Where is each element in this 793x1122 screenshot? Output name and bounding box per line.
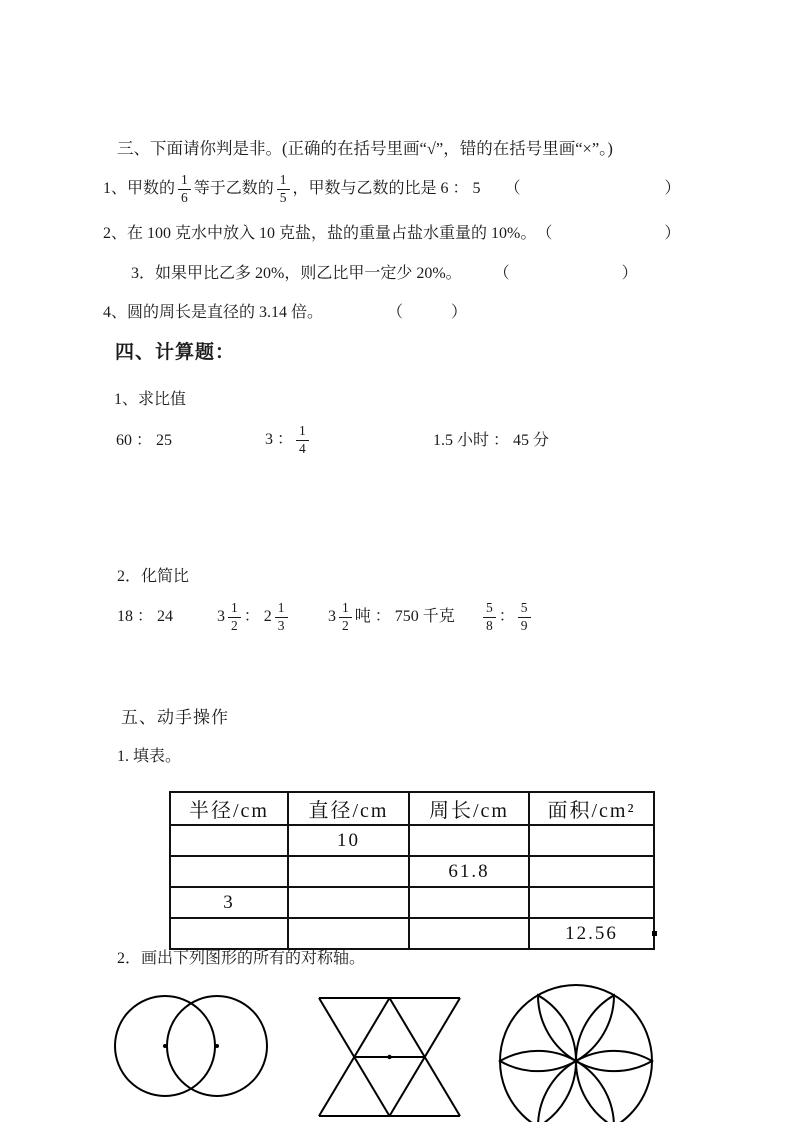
section5-item2-label: 2．画出下列图形的所有的对称轴。 (117, 950, 366, 967)
table-cell (409, 918, 529, 949)
table-cell (529, 825, 654, 856)
ratio-expression-tons-kilograms (328, 592, 455, 642)
ratio-expression-3-quarter (265, 417, 312, 463)
table-cell: 61.8 (409, 856, 529, 887)
q1-text-pre: 1、甲数的 (103, 180, 176, 197)
question-3: 3．如果甲比乙多 20%，则乙比甲一定少 20%。 （ ） (131, 265, 638, 282)
expr2c-int: 3 (328, 608, 336, 625)
fraction-1-4: $\frac{1}{4}$ (296, 424, 309, 457)
fraction-1-2b: $\frac{1}{2}$ (339, 601, 352, 634)
table-cell (288, 887, 409, 918)
table-cell: 3 (170, 887, 288, 918)
table-cell (170, 825, 288, 856)
table-cell (170, 918, 288, 949)
question-2: 2、在 100 克水中放入 10 克盐，盐的重量占盐水重量的 10%。 （ ） (103, 225, 681, 242)
table-cell (409, 825, 529, 856)
table-cell (529, 887, 654, 918)
six-petal-rosette-figure (498, 983, 656, 1122)
ratio-expression-mixed-numbers (217, 592, 291, 642)
question-1 (103, 168, 681, 210)
section5-item1-label: 1. 填表。 (117, 748, 182, 765)
fraction-1-6: $\frac{1}{6}$ (178, 173, 191, 206)
table-cell: 10 (288, 825, 409, 856)
ratio-expression-60-25: 60 ： 25 (116, 432, 173, 449)
ratio-expression-fifth-eighths-ninths (480, 592, 534, 642)
fraction-1-5: $\frac{1}{5}$ (277, 173, 290, 206)
column-header-area: 面积/cm² (529, 792, 654, 825)
question-4: 4、圆的周长是直径的 3.14 倍。 （ ） (103, 304, 468, 321)
table-row (170, 856, 654, 887)
expr2d-colon: ： (498, 608, 515, 625)
q1-text-mid: 等于乙数的 (193, 180, 274, 197)
section4-item1-label: 1、求比值 (114, 391, 187, 408)
column-header-radius: 半径/cm (170, 792, 288, 825)
table-row (170, 887, 654, 918)
expr1b-pre: 3 ： (265, 431, 294, 448)
table-row (170, 825, 654, 856)
section5-heading: 五、动手操作 (121, 708, 229, 727)
section4-heading: 四、计算题： (115, 342, 236, 363)
table-cell (170, 856, 288, 887)
expr2b-mid: ： 2 (243, 608, 272, 625)
column-header-circumference: 周长/cm (409, 792, 529, 825)
fraction-5-9: $\frac{5}{9}$ (518, 601, 531, 634)
table-cell (409, 887, 529, 918)
table-cell (288, 856, 409, 887)
circle-measurements-table (169, 791, 655, 950)
fraction-5-8: $\frac{5}{8}$ (483, 601, 496, 634)
expr2c-post: 吨 ： 750 千克 (354, 608, 455, 625)
table-corner-dot (652, 931, 657, 936)
expr2b-int1: 3 (217, 608, 225, 625)
section3-heading: 三、下面请你判是非。(正确的在括号里画“√”，错的在括号里画“×”。) (117, 139, 613, 158)
ratio-expression-18-24: 18 ： 24 (117, 608, 174, 625)
table-row (170, 918, 654, 949)
column-header-diameter: 直径/cm (288, 792, 409, 825)
table-cell (288, 918, 409, 949)
ratio-expression-hours-minutes: 1.5 小时 ： 45 分 (433, 432, 550, 449)
two-overlapping-circles-figure (112, 994, 272, 1100)
fraction-1-2: $\frac{1}{2}$ (228, 601, 241, 634)
overlapping-triangles-figure (317, 996, 463, 1119)
q1-text-post: ，甲数与乙数的比是 6 ： 5 （ ） (292, 180, 681, 197)
table-header-row (170, 792, 654, 825)
table-cell: 12.56 (529, 918, 654, 949)
section4-item2-label: 2．化简比 (117, 568, 190, 585)
table-cell (529, 856, 654, 887)
fraction-1-3: $\frac{1}{3}$ (275, 601, 288, 634)
